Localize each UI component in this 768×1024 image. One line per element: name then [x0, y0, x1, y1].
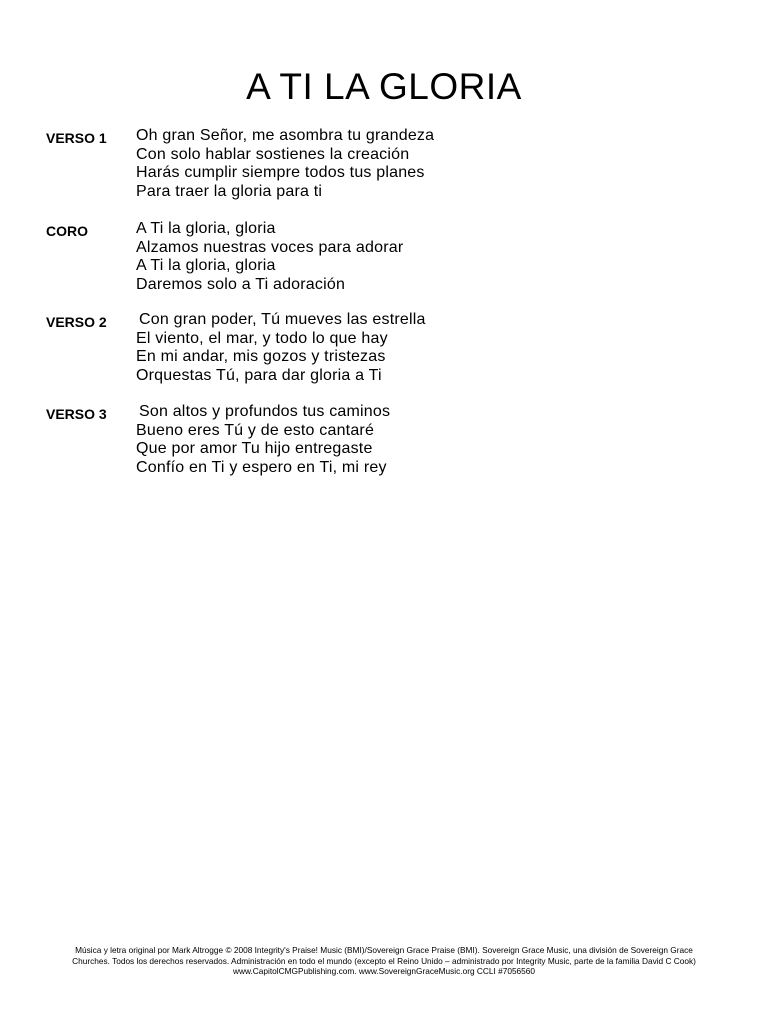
lyric-line: Son altos y profundos tus caminos [139, 403, 391, 420]
section-label: VERSO 3 [46, 406, 107, 422]
lyrics-block [136, 127, 434, 201]
copyright-line: Churches. Todos los derechos reservados. Administración en todo el mundo (excepto el Reino Unido – administrado por Integrity Music, parte de la familia David C Cook) [72, 955, 696, 966]
lyrics-block [136, 311, 426, 385]
lyric-line: Con gran poder, Tú mueves las estrella [139, 311, 426, 328]
lyric-line: Bueno eres Tú y de esto cantaré [136, 421, 375, 439]
lyrics-block [136, 220, 403, 294]
section-label: CORO [46, 223, 88, 239]
lyrics-block [136, 403, 390, 477]
lyric-line: Harás cumplir siempre todos tus planes [136, 164, 425, 181]
copyright-footer [40, 945, 728, 977]
lyric-line: A Ti la gloria, gloria [136, 220, 276, 237]
copyright-line: www.CapitolCMGPublishing.com. www.SovereignGraceMusic.org CCLI #7056560 [232, 966, 536, 976]
lyric-line: Alzamos nuestras voces para adorar [136, 238, 404, 256]
lyric-line: El viento, el mar, y todo lo que hay [136, 329, 388, 347]
section-label: VERSO 1 [46, 130, 107, 146]
lyric-line: A Ti la gloria, gloria [136, 257, 276, 274]
lyric-line: En mi andar, mis gozos y tristezas [136, 348, 386, 365]
lyric-line: Con solo hablar sostienes la creación [136, 145, 410, 163]
copyright-line: Música y letra original por Mark Altrogge © 2008 Integrity's Praise! Music (BMI)/Sovereign Grace Praise (BMI). Sovereign Grace Music, una división de Sovereign Grace [75, 945, 693, 955]
lyric-line: Para traer la gloria para ti [136, 182, 323, 200]
lyric-line: Confío en Ti y espero en Ti, mi rey [136, 458, 387, 476]
lyric-line: Orquestas Tú, para dar gloria a Ti [136, 366, 382, 384]
section-label: VERSO 2 [46, 314, 107, 330]
lyric-line: Daremos solo a Ti adoración [136, 275, 346, 293]
lyric-line: Oh gran Señor, me asombra tu grandeza [136, 127, 435, 144]
song-title: A TI LA GLORIA [246, 66, 522, 107]
lyric-line: Que por amor Tu hijo entregaste [136, 440, 373, 457]
